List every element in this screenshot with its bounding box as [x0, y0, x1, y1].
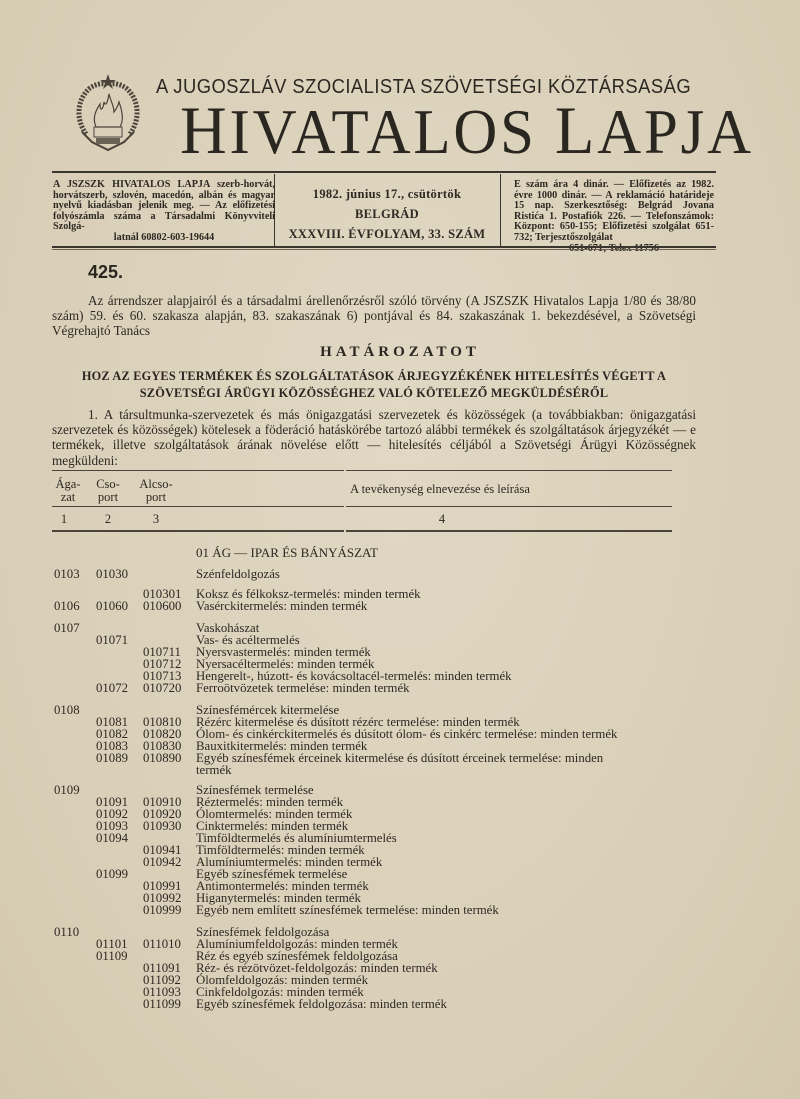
subgroup-code: 010920	[143, 807, 182, 821]
subgroup-code: 010910	[143, 795, 182, 809]
group-code: 01071	[96, 633, 128, 647]
table-row	[0, 763, 800, 777]
title-cap-h: H	[180, 92, 230, 168]
header-description: A tevékenység elnevezése és leírása	[350, 482, 530, 496]
activity-description: Timföldtermelés és alumíniumtermelés	[196, 831, 397, 845]
subgroup-code: 011092	[143, 973, 181, 987]
masthead-rule-bottom-thin	[52, 249, 716, 250]
group-code: 01091	[96, 795, 128, 809]
activity-description: Színesfémércek kitermelése	[196, 703, 340, 717]
column-number-1: 1	[60, 512, 68, 526]
table-row	[0, 681, 800, 695]
price-contact-info	[514, 180, 714, 254]
activity-description: Egyéb színesfémek termelése	[196, 867, 348, 881]
activity-description: Bauxitkitermelés: minden termék	[196, 739, 368, 753]
activity-description: Higanytermelés: minden termék	[196, 891, 361, 905]
activity-description: Nyersacéltermelés: minden termék	[196, 657, 375, 671]
issue-volume: XXXVIII. ÉVFOLYAM, 33. SZÁM	[288, 227, 486, 241]
activity-description: Vasérckitermelés: minden termék	[196, 599, 368, 613]
table-rule-bottom-right	[346, 530, 672, 532]
activity-description: termék	[196, 763, 232, 777]
activity-description: Réztermelés: minden termék	[196, 795, 344, 809]
header-alcsoport: Alcso- port	[139, 477, 173, 504]
table-row	[0, 599, 800, 613]
decision-subtitle: HOZ AZ EGYES TERMÉKEK ÉS SZOLGÁLTATÁSOK ÁRJEGYZÉKÉNEK HITELESÍTÉS VÉGETT A SZÖVETSÉGI ÁRÜGYI KÖZÖSSÉGHEZ VALÓ KÖTELEZŐ MEGKÜLDÉSÉRŐL	[81, 369, 667, 400]
activity-description: Egyéb színesfémek feldolgozása: minden termék	[196, 997, 447, 1011]
info-divider-right	[500, 174, 501, 246]
decision-title: HATÁROZATOT	[320, 344, 480, 360]
subgroup-code: 010711	[143, 645, 181, 659]
activity-description: Réz és egyéb színesfémek feldolgozása	[196, 949, 398, 963]
activity-description: Ólom- és cinkérckitermelés és dúsított ólom- és cinkérc termelése: minden termék	[196, 727, 618, 741]
masthead-rule-top	[52, 171, 716, 173]
table-rule-mid-right	[346, 506, 672, 507]
group-code: 01094	[96, 831, 128, 845]
subgroup-code: 010942	[143, 855, 182, 869]
title-cap-l: L	[554, 92, 598, 168]
activity-description: Réz- és rézötvözet-feldolgozás: minden termék	[196, 961, 438, 975]
group-code: 01081	[96, 715, 128, 729]
group-code: 01092	[96, 807, 128, 821]
subgroup-code: 011010	[143, 937, 181, 951]
coat-of-arms-emblem-icon	[72, 72, 144, 154]
subgroup-code: 010830	[143, 739, 182, 753]
title-word1-rest: IVATALOS	[229, 96, 555, 167]
subgroup-code: 010720	[143, 681, 182, 695]
subgroup-code: 010992	[143, 891, 182, 905]
table-rule-top-right	[346, 470, 672, 471]
subgroup-code: 010999	[143, 903, 182, 917]
subgroup-code: 010941	[143, 843, 182, 857]
activity-description: Szénfeldolgozás	[196, 567, 280, 581]
group-code: 01101	[96, 937, 128, 951]
table-row	[0, 903, 800, 917]
branch-code: 0110	[54, 925, 80, 939]
activity-description: Ferroötvözetek termelése: minden termék	[196, 681, 410, 695]
activity-description: Ólomfeldolgozás: minden termék	[196, 973, 369, 987]
activity-description: Alumíniumfeldolgozás: minden termék	[196, 937, 398, 951]
title-word2-rest: APJA	[597, 96, 754, 167]
activity-description: Színesfémek feldolgozása	[196, 925, 330, 939]
subgroup-code: 010930	[143, 819, 182, 833]
header-csoport: Cso- port	[96, 477, 120, 504]
branch-code: 0103	[54, 567, 80, 581]
branch-code: 0107	[54, 621, 80, 635]
group-code: 01030	[96, 567, 128, 581]
intro-paragraph: Az árrendszer alapjairól és a társadalmi árellenőrzésről szóló törvény (A JSZSZK Hivatalos Lapja 1/80 és 38/80 szám) 59. és 60. szakasza alapján, 83. szakaszának 6) pontjával és 84. szakaszának 1. bekezdésével, a Szövetségi Végrehajtó Tanács	[52, 293, 696, 339]
subgroup-code: 010820	[143, 727, 182, 741]
branch-code: 0106	[54, 599, 80, 613]
issue-date: 1982. június 17., csütörtök	[312, 187, 462, 201]
activity-description: Vas- és acéltermelés	[196, 633, 300, 647]
column-number-4: 4	[438, 512, 446, 526]
activity-description: Antimontermelés: minden termék	[196, 879, 369, 893]
account-number: latnál 60802-603-19644	[113, 231, 215, 243]
decree-number: 425.	[88, 262, 124, 282]
point-1-paragraph: 1. A társultmunka-szervezetek és más önigazgatási szervezetek és közösségek (a továbbiakban: önigazgatási szervezetek és közösségek) kötelesek a föderáció hatáskörébe tartozó alábbi termékek és szolgáltatások árjegyzékét — e termékek, illetve szolgáltatások árának növelése előtt — hitelesítés céljából a Szövetségi Árügyi Közösségnek megküldeni:	[52, 407, 696, 468]
subgroup-code: 010713	[143, 669, 182, 683]
activity-description: Vaskohászat	[196, 621, 260, 635]
branch-code: 0108	[54, 703, 80, 717]
issue-place: BELGRÁD	[355, 207, 419, 221]
group-code: 01082	[96, 727, 128, 741]
activity-description: Cinktermelés: minden termék	[196, 819, 349, 833]
group-code: 01093	[96, 819, 128, 833]
publication-info	[53, 180, 275, 244]
subgroup-code: 010600	[143, 599, 182, 613]
activity-description: Cinkfeldolgozás: minden termék	[196, 985, 364, 999]
column-number-2: 2	[104, 512, 112, 526]
table-rule-top-left	[52, 470, 344, 471]
table-rule-bottom-left	[52, 530, 344, 532]
activity-description: Egyéb színesfémek érceinek kitermelése és dúsított érceinek termelése: minden	[196, 751, 604, 765]
masthead-rule-bottom	[52, 246, 716, 248]
publication-info-text: A JSZSZK HIVATALOS LAPJA szerb-horvát, horvátszerb, szlovén, macedón, albán és magyar nyelvű kiadásban jelenik meg. — Az előfizetési folyószámla száma a Társadalmi Könyvviteli Szolgá-	[53, 179, 275, 233]
subgroup-code: 011091	[143, 961, 181, 975]
group-code: 01072	[96, 681, 128, 695]
table-row	[0, 567, 800, 581]
subgroup-code: 010991	[143, 879, 182, 893]
branch-code: 0109	[54, 783, 80, 797]
activity-description: Hengerelt-, húzott- és kovácsoltacél-termelés: minden termék	[196, 669, 512, 683]
activity-description: Rézérc kitermelése és dúsított rézérc termelése: minden termék	[196, 715, 520, 729]
activity-description: Nyersvastermelés: minden termék	[196, 645, 371, 659]
group-code: 01083	[96, 739, 128, 753]
subgroup-code: 010712	[143, 657, 182, 671]
header-agazat: Ága- zat	[55, 477, 81, 504]
section-heading: 01 ÁG — IPAR ÉS BÁNYÁSZAT	[196, 545, 378, 560]
activity-description: Koksz és félkoksz-termelés: minden termék	[196, 587, 421, 601]
table-row	[0, 997, 800, 1011]
group-code: 01109	[96, 949, 128, 963]
group-code: 01089	[96, 751, 128, 765]
activity-description: Színesfémek termelése	[196, 783, 314, 797]
republic-name: A JUGOSZLÁV SZOCIALISTA SZÖVETSÉGI KÖZTÁRSASÁG	[156, 76, 692, 98]
subgroup-code: 011099	[143, 997, 181, 1011]
group-code: 01099	[96, 867, 128, 881]
subgroup-code: 011093	[143, 985, 181, 999]
activity-description: Ólomtermelés: minden termék	[196, 807, 353, 821]
subgroup-code: 010301	[143, 587, 182, 601]
activity-description: Egyéb nem említett színesfémek termelése: minden termék	[196, 903, 499, 917]
column-number-3: 3	[152, 512, 160, 526]
subgroup-code: 010890	[143, 751, 182, 765]
price-contact-text: E szám ára 4 dinár. — Előfizetés az 1982. évre 1000 dinár. — A reklamáció határideje 15 nap. Szerkesztőség: Belgrád Jovana Ristića 1. Postafiók 226. — Telefonszámok: Központ: 650-155; Előfizetési szolgálat 651-732; Terjesztőszolgálat	[514, 179, 714, 243]
group-code: 01060	[96, 599, 128, 613]
activity-description: Timföldtermelés: minden termék	[196, 843, 365, 857]
table-rule-mid-left	[52, 506, 344, 507]
activity-description: Alumíniumtermelés: minden termék	[196, 855, 383, 869]
subgroup-code: 010810	[143, 715, 182, 729]
gazette-title	[180, 92, 754, 168]
issue-info	[278, 184, 496, 244]
